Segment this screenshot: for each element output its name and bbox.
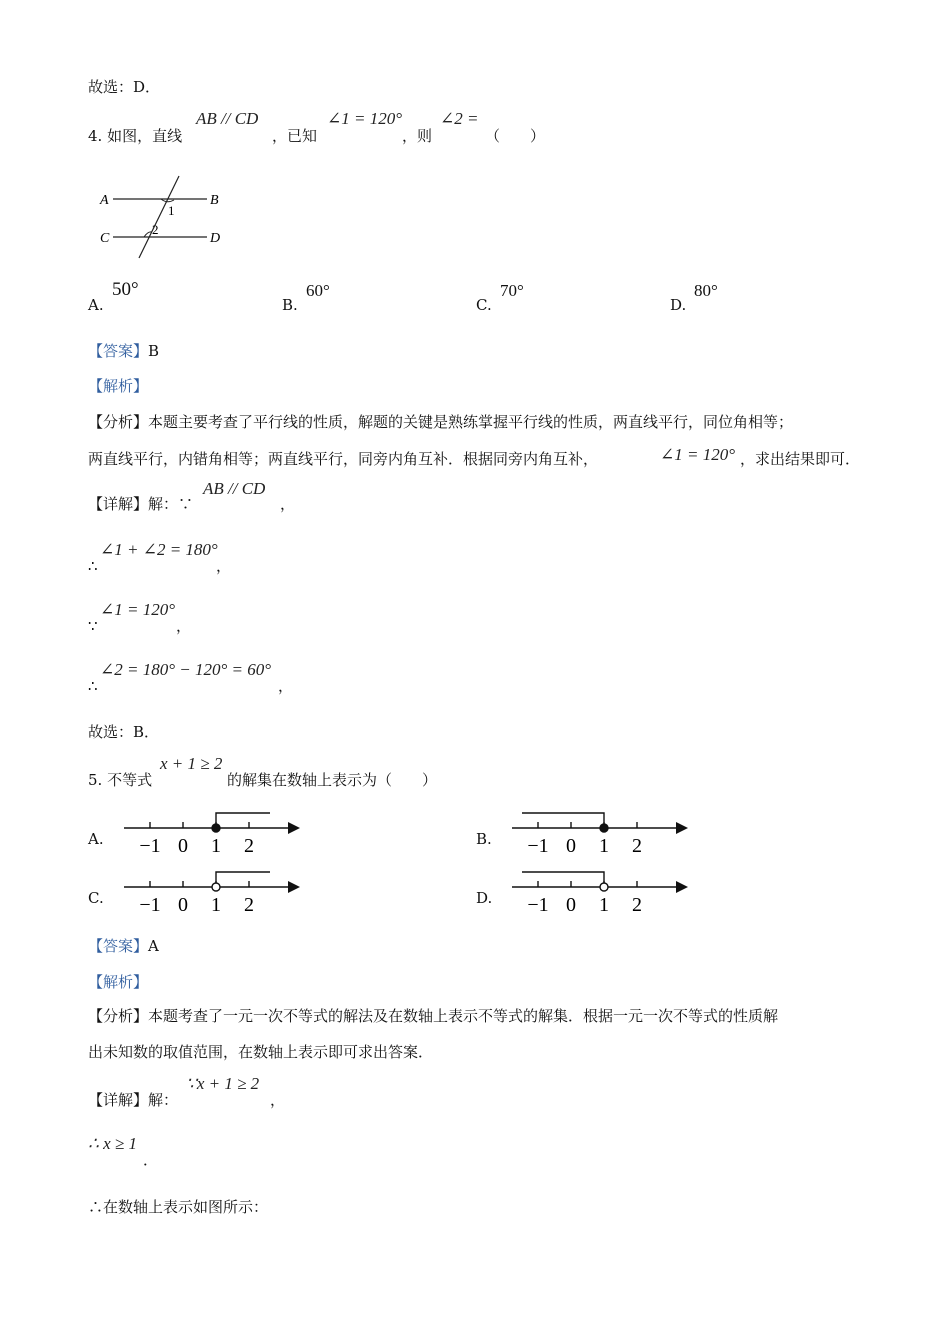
q4-step1-sym: ∴ — [88, 557, 98, 575]
q4-step3-math: ∠2 = 180° − 120° = 60° — [100, 660, 272, 679]
q4-option-d-letter: D. — [670, 296, 687, 314]
q5-math-ineq: x + 1 ≥ 2 — [160, 754, 223, 773]
q4-step2-end: ， — [176, 617, 192, 635]
q4-option-b-letter: B. — [282, 296, 298, 314]
q4-step2-math: ∠1 = 120° — [100, 600, 176, 619]
q4-analysis-tag: 【解析】 — [88, 377, 149, 395]
tick-label: 0 — [178, 894, 188, 916]
q4-option-a-value: 50° — [112, 279, 139, 300]
q4-detail-comma: ， — [280, 495, 296, 513]
solution-bracket — [522, 872, 604, 887]
q4-answer-tag: 【答案】 — [88, 342, 149, 360]
solution-bracket — [522, 813, 604, 828]
axis-arrow — [288, 822, 300, 834]
q4-analysis-line2: 两直线平行，内错角相等；两直线平行，同旁内角互补．根据同旁内角互补， — [88, 450, 599, 468]
q4-option-b-value: 60° — [306, 281, 330, 300]
q4-analysis-line1: 【分析】本题主要考查了平行线的性质，解题的关键是熟练掌握平行线的性质，两直线平行，同位角相等； — [88, 413, 794, 431]
label-c: C — [100, 231, 110, 246]
tick-label: 0 — [178, 835, 188, 857]
tick-label: 1 — [211, 835, 221, 857]
q4-prefix: 4. 如图，直线 — [88, 127, 183, 145]
axis-arrow — [676, 881, 688, 893]
q5-last-line: ∴在数轴上表示如图所示： — [88, 1198, 269, 1216]
q4-step1-end: ， — [216, 557, 232, 575]
q5-detail-prefix: 【详解】解： — [88, 1091, 179, 1109]
q5-option-d-letter: D. — [476, 889, 493, 907]
prev-choice: 故选：D． — [88, 78, 161, 96]
q4-tail: ，则 — [402, 127, 433, 145]
q4-analysis-tail: ，求出结果即可． — [740, 450, 861, 468]
q5-option-c-number-line — [120, 867, 310, 917]
q4-choice: 故选：B． — [88, 723, 160, 741]
solution-bracket — [216, 872, 270, 887]
q4-math-angle2: ∠2 = — [440, 109, 479, 128]
q4-option-d-value: 80° — [694, 281, 718, 300]
q4-mid: ，已知 — [272, 127, 318, 145]
q5-analysis-line1: 【分析】本题考查了一元一次不等式的解法及在数轴上表示不等式的解集．根据一元一次不等式的性质解 — [88, 1007, 779, 1025]
q4-step3-end: ， — [278, 677, 294, 695]
q4-parallel-lines-figure — [95, 170, 235, 262]
q4-analysis-math: ∠1 = 120° — [660, 445, 736, 464]
q4-option-a-letter: A. — [88, 296, 104, 314]
label-angle1: 1 — [168, 203, 175, 218]
q4-option-c-letter: C. — [476, 296, 492, 314]
q5-analysis-line2: 出未知数的取值范围，在数轴上表示即可求出答案． — [88, 1043, 434, 1061]
label-angle2: 2 — [152, 222, 159, 237]
q4-step1-math: ∠1 + ∠2 = 180° — [100, 540, 218, 559]
q4-step3-sym: ∴ — [88, 677, 98, 695]
label-b: B — [210, 193, 219, 208]
q5-answer-tag: 【答案】 — [88, 937, 149, 955]
tick-label: −1 — [527, 835, 549, 857]
tick-label: 2 — [632, 835, 642, 857]
tick-label: 1 — [599, 835, 609, 857]
q5-option-a-number-line — [120, 808, 310, 858]
q4-detail-prefix: 【详解】解：∵ — [88, 495, 194, 513]
tick-label: 0 — [566, 894, 576, 916]
label-a: A — [100, 193, 109, 208]
open-endpoint-dot — [212, 883, 220, 891]
q5-step1-math: ∴ x ≥ 1 — [88, 1134, 137, 1153]
q4-step2-sym: ∵ — [88, 617, 98, 635]
axis-arrow — [288, 881, 300, 893]
tick-label: 1 — [211, 894, 221, 916]
q5-answer-row — [88, 936, 159, 956]
q4-math-angle1: ∠1 = 120° — [327, 109, 403, 128]
q5-option-d-number-line — [508, 867, 698, 917]
q4-answer-row — [88, 341, 159, 361]
tick-label: 2 — [244, 835, 254, 857]
q5-option-b-letter: B. — [476, 830, 492, 848]
q5-detail-math: ∵x + 1 ≥ 2 — [186, 1074, 260, 1093]
tick-label: −1 — [527, 894, 549, 916]
closed-endpoint-dot — [600, 824, 608, 832]
q5-analysis-tag: 【解析】 — [88, 973, 149, 991]
tick-label: 2 — [244, 894, 254, 916]
label-d: D — [210, 231, 221, 246]
q4-math-parallel: AB // CD — [196, 109, 259, 128]
q4-answer: B — [148, 342, 160, 360]
q5-option-c-letter: C. — [88, 889, 104, 907]
q5-step1-end: ． — [143, 1151, 159, 1169]
tick-label: 2 — [632, 894, 642, 916]
open-endpoint-dot — [600, 883, 608, 891]
q5-option-a-letter: A. — [88, 830, 104, 848]
solution-bracket — [216, 813, 270, 828]
q5-option-b-number-line — [508, 808, 698, 858]
q4-paren: （ ） — [485, 127, 546, 145]
tick-label: −1 — [139, 835, 161, 857]
q5-answer: A — [148, 937, 159, 955]
q4-detail-math: AB // CD — [203, 479, 266, 498]
tick-label: −1 — [139, 894, 161, 916]
tick-label: 1 — [599, 894, 609, 916]
closed-endpoint-dot — [212, 824, 220, 832]
axis-arrow — [676, 822, 688, 834]
q5-prefix: 5. 不等式 — [88, 771, 153, 789]
q4-option-c-value: 70° — [500, 281, 524, 300]
q5-tail: 的解集在数轴上表示为（ ） — [227, 771, 438, 789]
tick-label: 0 — [566, 835, 576, 857]
q5-detail-comma: ， — [270, 1091, 286, 1109]
